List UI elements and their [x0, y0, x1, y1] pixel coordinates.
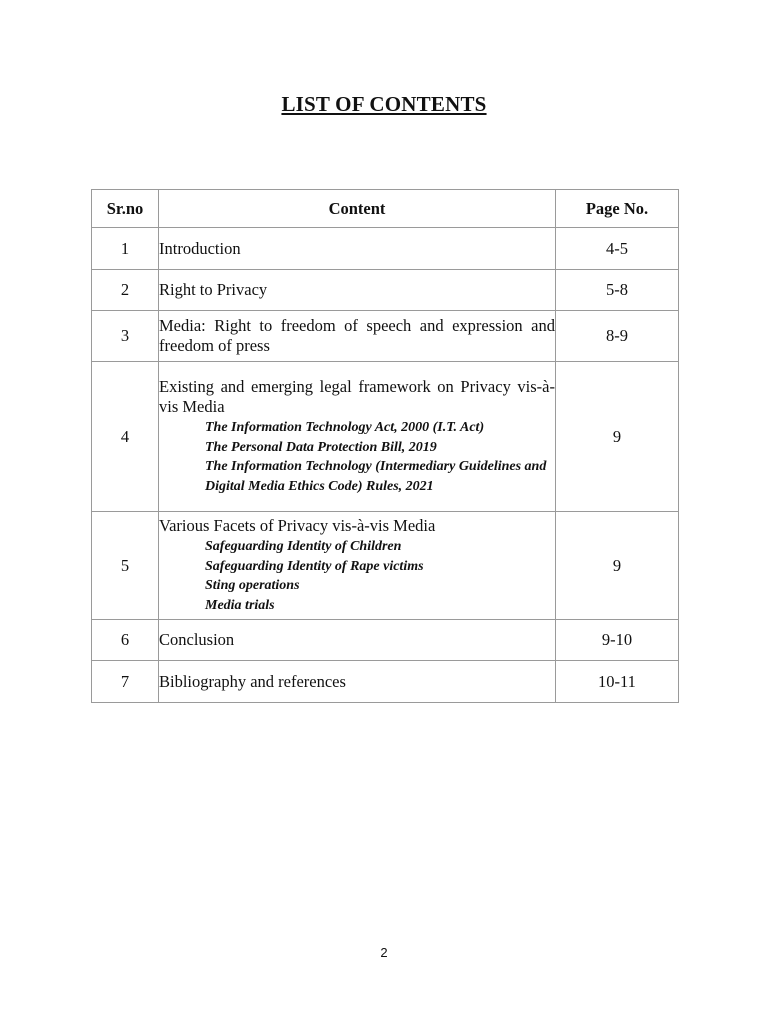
header-sr-no: Sr.no	[92, 190, 159, 228]
row-content-title: Existing and emerging legal framework on Privacy vis-à-vis Media	[159, 377, 555, 416]
sub-topic-item: Media trials	[205, 597, 275, 613]
page-number: 2	[380, 945, 388, 960]
row-content-title: Conclusion	[159, 630, 235, 649]
row-content-title: Media: Right to freedom of speech and expression and freedom of press	[159, 316, 555, 355]
row-sr-no: 2	[92, 270, 159, 311]
table-row	[92, 311, 679, 362]
row-page-no: 8-9	[556, 311, 679, 362]
row-sr-no: 5	[92, 512, 159, 620]
row-content-title: Various Facets of Privacy vis-à-vis Media	[159, 516, 436, 535]
row-content	[159, 362, 556, 512]
sub-topic-item: The Information Technology Act, 2000 (I.T. Act)	[205, 420, 485, 435]
row-content	[159, 311, 556, 362]
table-row	[92, 270, 679, 311]
row-content	[159, 270, 556, 311]
row-content	[159, 512, 556, 620]
row-content	[159, 620, 556, 661]
header-page-no: Page No.	[556, 190, 679, 228]
row-page-no: 9-10	[556, 620, 679, 661]
table-row	[92, 228, 679, 270]
sub-topic-item: The Personal Data Protection Bill, 2019	[205, 439, 437, 455]
row-sr-no: 6	[92, 620, 159, 661]
row-content-title: Introduction	[159, 238, 241, 258]
page-title: LIST OF CONTENTS	[281, 92, 487, 116]
sub-topic-list	[205, 418, 555, 496]
row-content-title: Bibliography and references	[159, 671, 346, 691]
row-sr-no: 4	[92, 362, 159, 512]
row-sr-no: 7	[92, 661, 159, 703]
row-sr-no: 3	[92, 311, 159, 362]
header-content: Content	[159, 190, 556, 228]
table-row	[92, 362, 679, 512]
row-content	[159, 228, 556, 270]
table-row	[92, 512, 679, 620]
row-page-no: 4-5	[556, 228, 679, 270]
row-content	[159, 661, 556, 703]
row-page-no: 10-11	[556, 661, 679, 703]
row-page-no: 9	[556, 512, 679, 620]
row-page-no: 9	[556, 362, 679, 512]
contents-table	[91, 189, 679, 703]
table-header-row	[92, 190, 679, 228]
table-row	[92, 620, 679, 661]
row-page-no: 5-8	[556, 270, 679, 311]
row-content-title: Right to Privacy	[159, 280, 268, 299]
sub-topic-list	[205, 537, 555, 615]
sub-topic-item: Safeguarding Identity of Children	[205, 539, 402, 554]
sub-topic-item: Sting operations	[205, 578, 300, 593]
sub-topic-item: The Information Technology (Intermediary Guidelines and Digital Media Ethics Code) Rules, 2021	[205, 459, 547, 494]
row-sr-no: 1	[92, 228, 159, 270]
table-row	[92, 661, 679, 703]
sub-topic-item: Safeguarding Identity of Rape victims	[205, 558, 424, 574]
